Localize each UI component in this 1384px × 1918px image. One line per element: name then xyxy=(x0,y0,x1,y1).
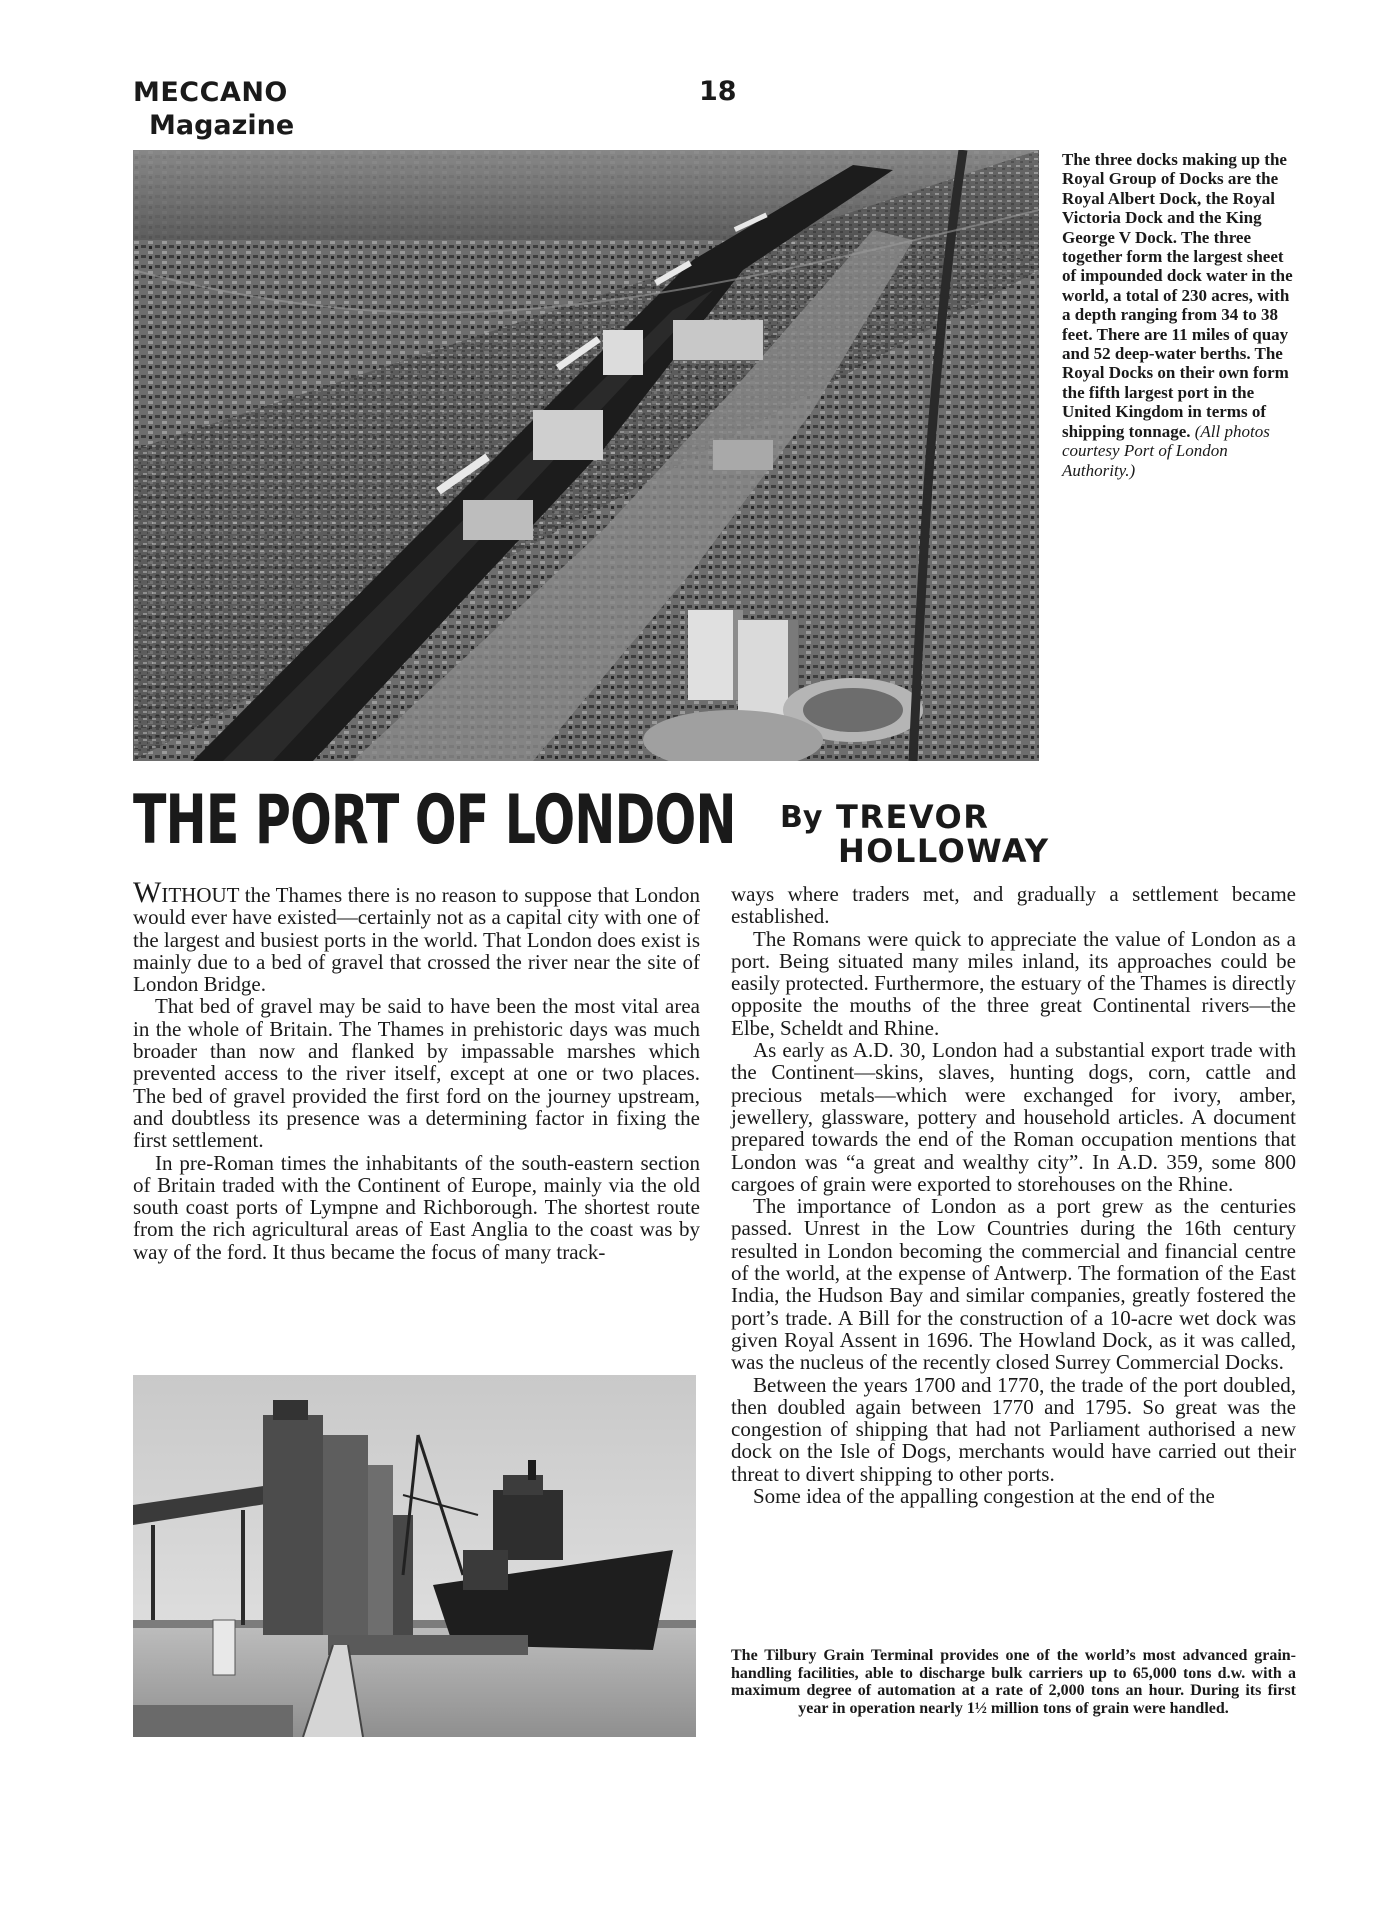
article-paragraph: ways where traders met, and gradually a settlement became established. xyxy=(731,882,1296,929)
photo-credit: (All photos courtesy Port of London Authority.) xyxy=(1062,421,1270,480)
article-paragraph: Some idea of the appalling congestion at the end of the xyxy=(753,1484,1215,1509)
masthead-title: MECCANO xyxy=(133,77,288,108)
article-paragraph: That bed of gravel may be said to have been the most vital area in the whole of Britain. The Thames in prehistoric days was much broader than now and flanked by impassable marshes which prevented access to the river itself, except at one or two places. The bed of gravel provided the first ford on the journey upstream, and doubtless its presence was a determining factor in fixing the first settlement. xyxy=(133,994,700,1153)
article-column-left xyxy=(133,876,700,1264)
drop-cap: W xyxy=(133,876,162,909)
article-paragraph: In pre-Roman times the inhabitants of the south-eastern section of Britain traded with the Continent of Europe, mainly via the old south coast ports of Lympne and Richborough. The shortest route from the rich agricultural areas of East Anglia to the coast was by way of the ford. It thus became the focus of many track- xyxy=(133,1150,700,1264)
byline-by: By xyxy=(780,800,823,835)
aerial-caption-text: The three docks making up the Royal Group of Docks are the Royal Albert Dock, the Royal Victoria Dock and the King George V Dock. The three together form the largest sheet of impounded dock water in the world, a total of 230 acres, with a depth ranging from 34 to 38 feet. There are 11 miles of quay and 52 deep-water berths. The Royal Docks on their own form the fifth largest port in the United Kingdom in terms of shipping tonnage. xyxy=(1062,150,1293,441)
magazine-masthead xyxy=(133,76,294,142)
tilbury-grain-terminal-photo xyxy=(133,1375,696,1737)
tilbury-photo-caption: The Tilbury Grain Terminal provides one of the world’s most advanced grain-handling facilities, able to discharge bulk carriers up to 65,000 tons d.w. with a maximum degree of automation at a rate of 2,000 tons an hour. During its first year in operation nearly 1½ million tons of grain were handled. xyxy=(731,1647,1296,1717)
article-headline: THE PORT OF LONDON xyxy=(133,781,736,860)
author-last-name: HOLLOWAY xyxy=(838,832,1050,870)
article-column-right xyxy=(731,883,1296,1507)
masthead-subtitle: Magazine xyxy=(149,110,295,141)
article-paragraph: WITHOUT the Thames there is no reason to suppose that London would ever have existed—certainly not as a capital city with one of the largest and busiest ports in the world. That London does exist is mainly due to a bed of gravel that crossed the river near the site of London Bridge. xyxy=(133,876,700,997)
author-first-name: TREVOR xyxy=(836,798,990,836)
article-paragraph: Between the years 1700 and 1770, the trade of the port doubled, then doubled again between 1770 and 1795. So great was the congestion of shipping that had not Parliament authorised a new dock on the Isle of Dogs, merchants would have carried out their threat to divert shipping to other ports. xyxy=(731,1372,1296,1486)
article-paragraph: The importance of London as a port grew as the centuries passed. Unrest in the Low Countries during the 16th century resulted in London becoming the commercial and financial centre of the world, at the expense of Antwerp. The formation of the East India, the Hudson Bay and similar companies, greatly fostered the port’s trade. A Bill for the construction of a 10-acre wet dock was given Royal Assent in 1696. The Howland Dock, as it was called, was the nucleus of the recently closed Surrey Commercial Docks. xyxy=(731,1194,1296,1375)
royal-docks-aerial-photo xyxy=(133,150,1039,761)
page-number: 18 xyxy=(699,76,737,107)
article-paragraph: As early as A.D. 30, London had a substantial export trade with the Continent—skins, slaves, hunting dogs, corn, cattle and precious metals—which were exchanged for ivory, amber, jewellery, glassware, pottery and household articles. A document prepared towards the end of the Roman occupation mentions that London was “a great and wealthy city”. In A.D. 359, some 800 cargoes of grain were exported to storehouses on the Rhine. xyxy=(731,1038,1296,1196)
article-paragraph: The Romans were quick to appreciate the value of London as a port. Being situated many miles inland, its approaches could be easily protected. Furthermore, the estuary of the Thames is directly opposite the mouths of the three great Continental rivers—the Elbe, Scheldt and Rhine. xyxy=(731,926,1296,1040)
aerial-photo-caption xyxy=(1062,150,1294,480)
